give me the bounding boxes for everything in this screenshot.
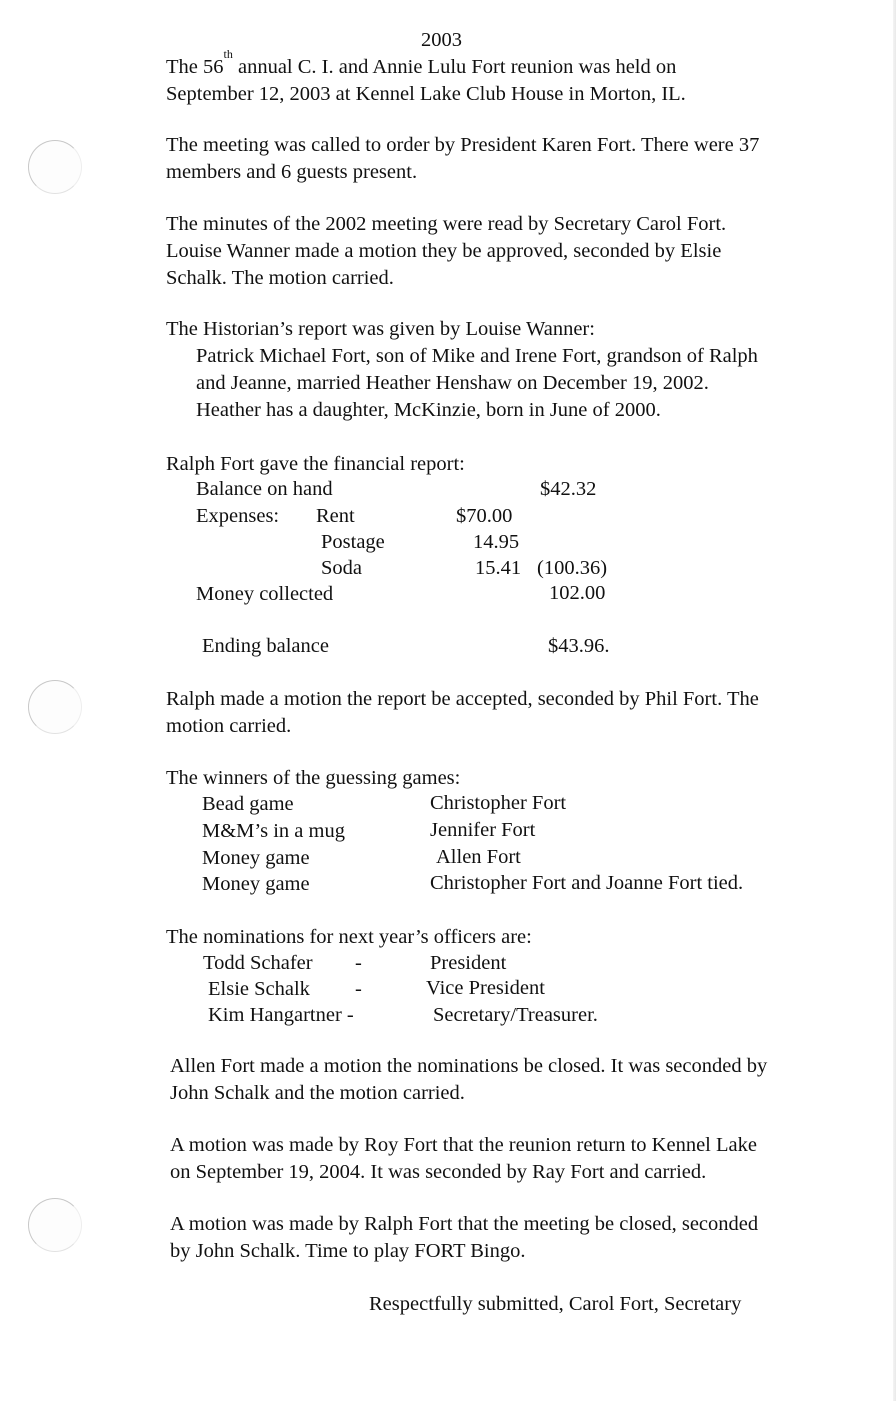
- nominee-dash: -: [355, 952, 362, 974]
- return-paragraph: [170, 1132, 757, 1186]
- nominee-office: Secretary/Treasurer.: [433, 1004, 598, 1026]
- soda-label: Soda: [321, 557, 362, 579]
- paragraph-line: The minutes of the 2002 meeting were read by Secretary Carol Fort.: [166, 213, 727, 235]
- rent-value: $70.00: [456, 505, 513, 527]
- collected-value: 102.00: [549, 582, 606, 604]
- paragraph-line: motion carried.: [166, 715, 292, 737]
- expenses-label: Expenses:: [196, 505, 280, 527]
- balance-label: Balance on hand: [196, 478, 333, 500]
- collected-label: Money collected: [196, 583, 334, 605]
- game-winner: Christopher Fort and Joanne Fort tied.: [430, 872, 744, 894]
- nominations-heading: The nominations for next year’s officers are:: [166, 926, 532, 948]
- balance-value: $42.32: [540, 478, 597, 500]
- nominee-name: Elsie Schalk: [208, 978, 310, 1000]
- minutes-paragraph: [166, 211, 726, 292]
- financial-heading: Ralph Fort gave the financial report:: [166, 453, 465, 475]
- paragraph-line: The meeting was called to order by President Karen Fort. There were 37: [166, 134, 760, 156]
- intro-line-2: September 12, 2003 at Kennel Lake Club House in Morton, IL.: [166, 83, 686, 105]
- game-winner: Christopher Fort: [430, 792, 567, 814]
- paragraph-line: members and 6 guests present.: [166, 161, 418, 183]
- paragraph-line: and Jeanne, married Heather Henshaw on December 19, 2002.: [196, 372, 709, 394]
- accept-report-paragraph: [166, 686, 759, 740]
- year-heading: 2003: [421, 29, 462, 51]
- paragraph-line: Ralph made a motion the report be accepted, seconded by Phil Fort. The: [166, 688, 759, 710]
- intro-paragraph: [166, 47, 686, 108]
- expenses-total: (100.36): [537, 557, 608, 579]
- paragraph-line: Allen Fort made a motion the nominations be closed. It was seconded by: [170, 1055, 768, 1077]
- paragraph-line: Patrick Michael Fort, son of Mike and Irene Fort, grandson of Ralph: [196, 345, 758, 367]
- ending-label: Ending balance: [202, 635, 329, 657]
- signature-line: Respectfully submitted, Carol Fort, Secretary: [369, 1293, 742, 1315]
- paragraph-line: A motion was made by Ralph Fort that the meeting be closed, seconded: [170, 1213, 759, 1235]
- punch-hole-top: [28, 140, 82, 194]
- paragraph-line: on September 19, 2004. It was seconded by Ray Fort and carried.: [170, 1161, 707, 1183]
- nominee-name: Kim Hangartner -: [208, 1004, 354, 1026]
- games-heading: The winners of the guessing games:: [166, 767, 461, 789]
- close-nominations-paragraph: [170, 1053, 767, 1107]
- soda-value: 15.41: [475, 557, 522, 579]
- paragraph-line: Schalk. The motion carried.: [166, 267, 394, 289]
- game-winner: Jennifer Fort: [430, 819, 536, 841]
- game-name: M&M’s in a mug: [202, 820, 345, 842]
- game-name: Bead game: [202, 793, 294, 815]
- game-name: Money game: [202, 873, 310, 895]
- paragraph-line: John Schalk and the motion carried.: [170, 1082, 465, 1104]
- ending-value: $43.96.: [548, 635, 610, 657]
- game-name: Money game: [202, 847, 310, 869]
- punch-hole-middle: [28, 680, 82, 734]
- intro-line-1: The 56th annual C. I. and Annie Lulu Fort reunion was held on: [166, 47, 677, 78]
- paragraph-line: A motion was made by Roy Fort that the reunion return to Kennel Lake: [170, 1134, 757, 1156]
- postage-label: Postage: [321, 531, 385, 553]
- nominee-office: President: [430, 952, 507, 974]
- paragraph-line: Heather has a daughter, McKinzie, born in June of 2000.: [196, 399, 661, 421]
- nominee-office: Vice President: [426, 977, 545, 999]
- punch-hole-bottom: [28, 1198, 82, 1252]
- rent-label: Rent: [316, 505, 355, 527]
- paragraph-line: Louise Wanner made a motion they be approved, seconded by Elsie: [166, 240, 722, 262]
- nominee-name: Todd Schafer: [203, 952, 313, 974]
- nominee-dash: -: [355, 978, 362, 1000]
- postage-value: 14.95: [473, 531, 520, 553]
- historian-heading: The Historian’s report was given by Louise Wanner:: [166, 318, 595, 340]
- meeting-closed-paragraph: [170, 1211, 758, 1265]
- paragraph-line: by John Schalk. Time to play FORT Bingo.: [170, 1240, 526, 1262]
- call-to-order-paragraph: [166, 132, 759, 186]
- game-winner: Allen Fort: [436, 846, 521, 868]
- historian-report: [196, 343, 758, 424]
